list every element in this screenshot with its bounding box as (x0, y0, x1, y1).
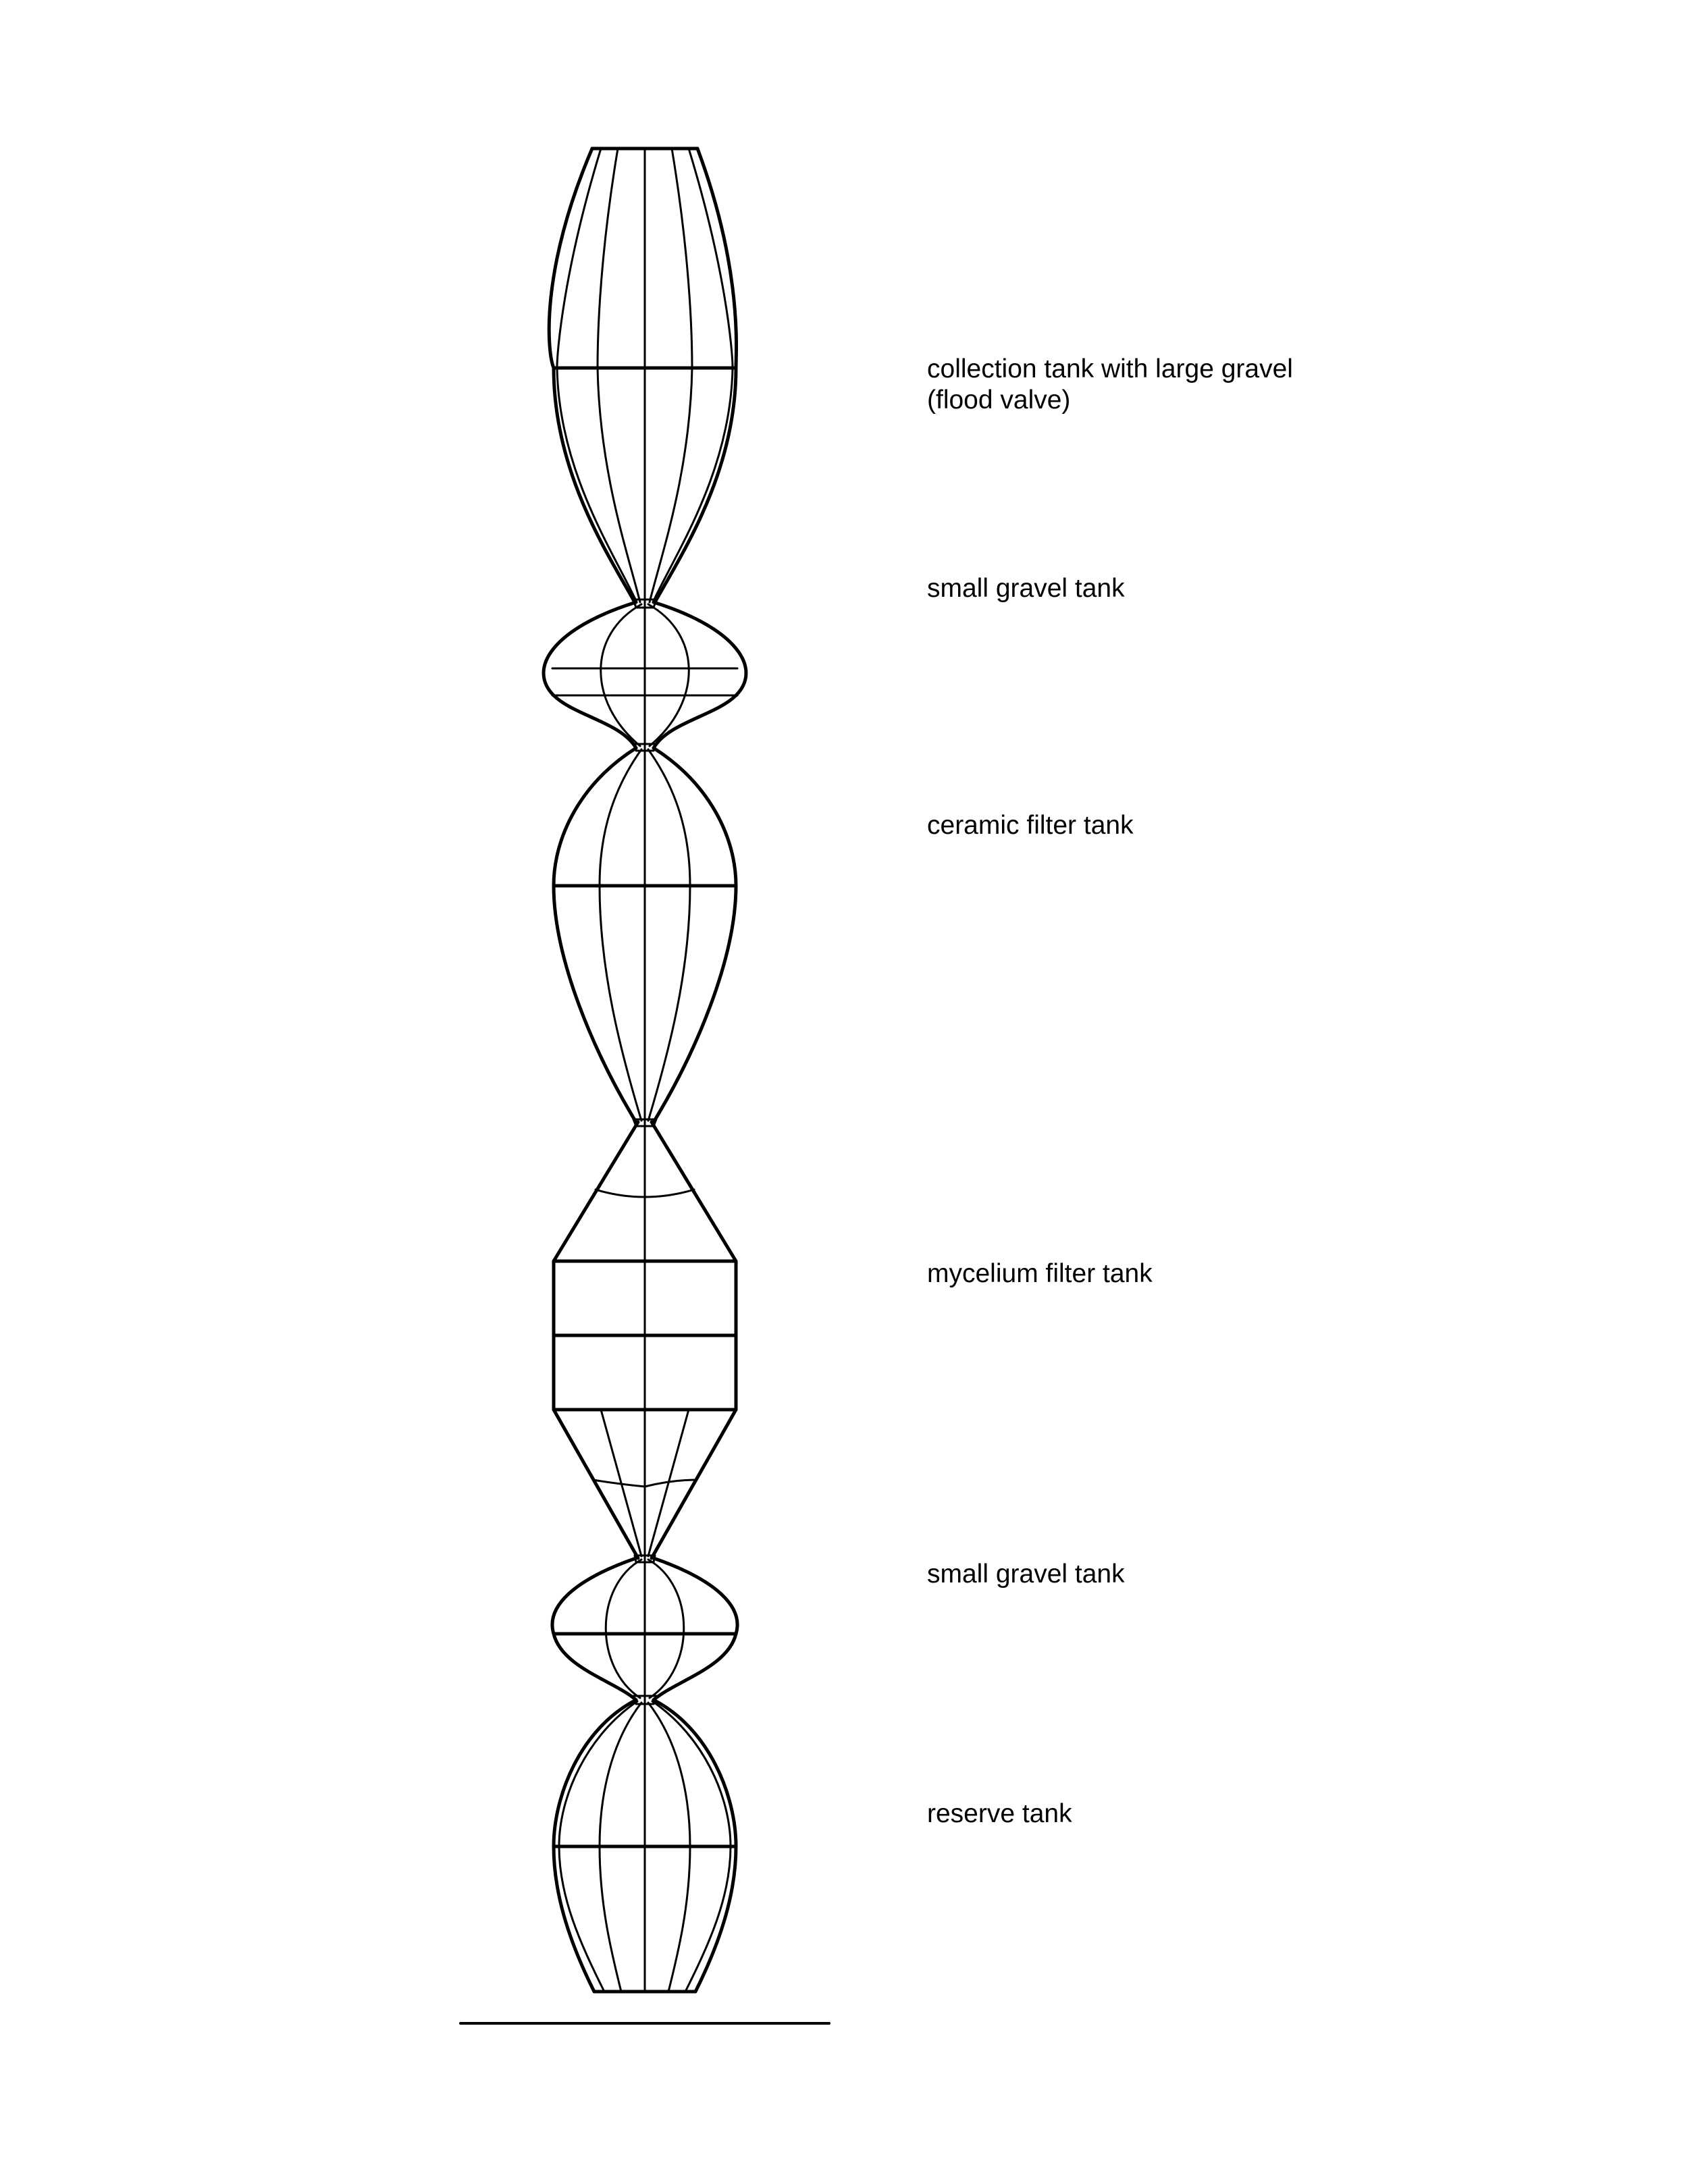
label-collection-tank-note: (flood valve) (927, 385, 1071, 415)
ceramic-tank-outline-left (554, 748, 636, 1122)
label-small-gravel-tank-upper: small gravel tank (927, 574, 1125, 603)
label-reserve-tank: reserve tank (927, 1799, 1072, 1828)
label-small-gravel-tank-lower: small gravel tank (927, 1560, 1125, 1589)
collection-tank-rib-right-inner (650, 149, 692, 602)
mycelium-tank-upper-cone-right (652, 1122, 736, 1261)
mycelium-tank-upper-cone-left (554, 1122, 638, 1261)
label-collection-tank: collection tank with large gravel (927, 354, 1293, 383)
small-gravel-lower-outline-right (654, 1558, 737, 1700)
collection-tank-drawing (549, 149, 736, 608)
ceramic-tank-outline-right (654, 748, 736, 1122)
mycelium-tank-lower-cone-right (652, 1410, 736, 1558)
small-gravel-lower-outline-left (552, 1558, 636, 1700)
collection-tank-rib-left-inner (598, 149, 640, 602)
small-gravel-lower-rib-left (606, 1560, 641, 1698)
small-gravel-lower-rib-right (648, 1560, 684, 1698)
label-mycelium-filter-tank: mycelium filter tank (927, 1259, 1153, 1288)
label-ceramic-filter-tank: ceramic filter tank (927, 811, 1134, 840)
